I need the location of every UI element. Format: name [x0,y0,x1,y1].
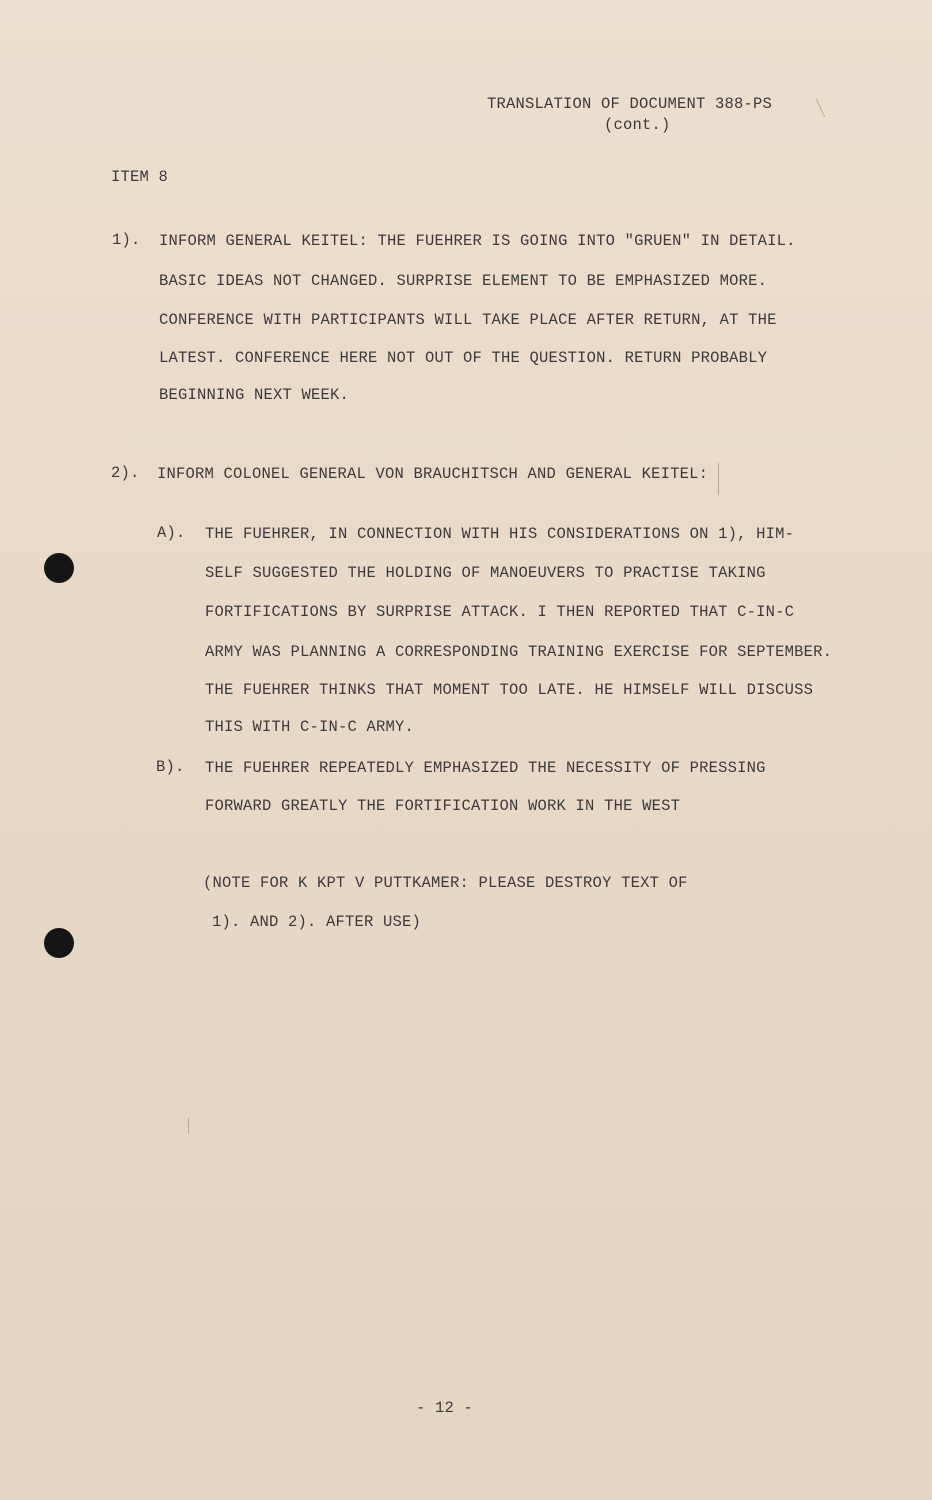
section-1-line: LATEST. CONFERENCE HERE NOT OUT OF THE QUESTION. RETURN PROBABLY [159,349,768,367]
section-2-heading: INFORM COLONEL GENERAL VON BRAUCHITSCH AND GENERAL KEITEL: [157,465,709,483]
subsection-a-line: THE FUEHRER, IN CONNECTION WITH HIS CONSIDERATIONS ON 1), HIM- [205,525,795,543]
subsection-a-line: ARMY WAS PLANNING A CORRESPONDING TRAINING EXERCISE FOR SEPTEMBER. [205,643,833,661]
item-label: ITEM 8 [111,168,169,186]
page-number: - 12 - [416,1399,474,1417]
subsection-a-label: A). [157,524,186,542]
section-1-line: BASIC IDEAS NOT CHANGED. SURPRISE ELEMENT TO BE EMPHASIZED MORE. [159,272,768,290]
section-2-number: 2). [111,464,140,482]
section-1-number: 1). [112,231,141,249]
section-1-line: BEGINNING NEXT WEEK. [159,386,350,404]
note-line: 1). AND 2). AFTER USE) [212,913,422,931]
note-line: (NOTE FOR K KPT V PUTTKAMER: PLEASE DESTROY TEXT OF [203,874,688,892]
subsection-a-line: THIS WITH C-IN-C ARMY. [205,718,415,736]
paper-mark [188,1118,189,1134]
document-title: TRANSLATION OF DOCUMENT 388-PS [487,95,773,113]
subsection-a-line: FORTIFICATIONS BY SURPRISE ATTACK. I THEN REPORTED THAT C-IN-C [205,603,795,621]
subsection-b-line: THE FUEHRER REPEATEDLY EMPHASIZED THE NECESSITY OF PRESSING [205,759,766,777]
subsection-a-line: THE FUEHRER THINKS THAT MOMENT TOO LATE. HE HIMSELF WILL DISCUSS [205,681,814,699]
subsection-a-line: SELF SUGGESTED THE HOLDING OF MANOEUVERS TO PRACTISE TAKING [205,564,766,582]
subsection-b-label: B). [156,758,185,776]
section-1-line: CONFERENCE WITH PARTICIPANTS WILL TAKE PLACE AFTER RETURN, AT THE [159,311,777,329]
paper-mark [718,463,719,495]
punch-hole-top [44,553,74,583]
paper-mark [816,99,825,118]
document-title-cont: (cont.) [604,116,671,134]
punch-hole-bottom [44,928,74,958]
section-1-line: INFORM GENERAL KEITEL: THE FUEHRER IS GOING INTO "GRUEN" IN DETAIL. [159,232,796,250]
subsection-b-line: FORWARD GREATLY THE FORTIFICATION WORK IN THE WEST [205,797,681,815]
